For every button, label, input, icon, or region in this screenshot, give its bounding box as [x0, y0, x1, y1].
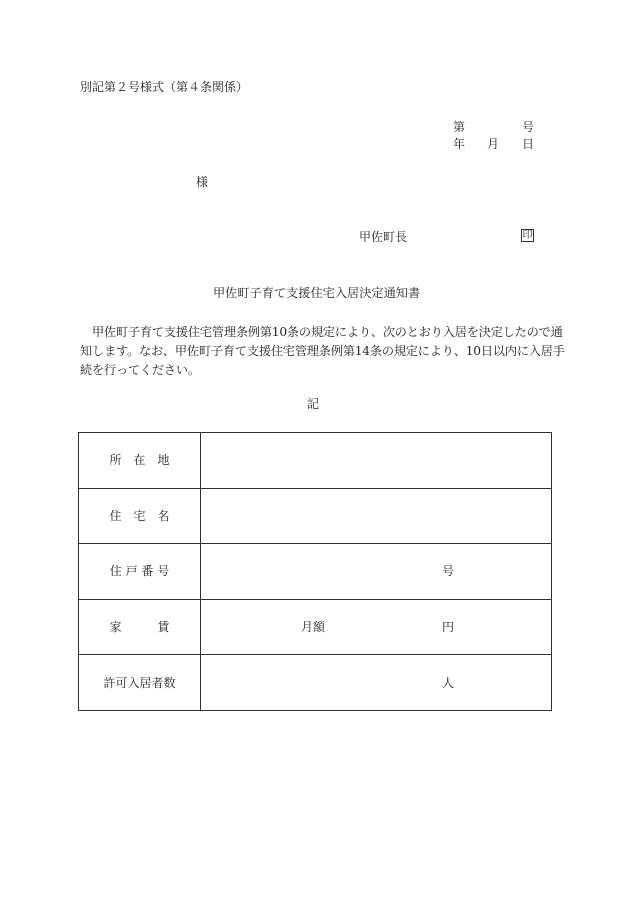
document-title: 甲佐町子育て支援住宅入居決定通知書	[213, 286, 421, 300]
occupant-count-value-cell	[201, 655, 552, 711]
occupant-count-label: 許可入居者数	[103, 675, 176, 690]
label-cell	[79, 655, 201, 711]
label-cell	[79, 488, 201, 544]
location-value-cell	[201, 433, 552, 489]
unit-number-label: 住 戸 番 号	[109, 564, 170, 579]
table-row	[79, 599, 552, 655]
sender-title: 甲佐町長	[359, 230, 408, 244]
body-line-1: 甲佐町子育て支援住宅管理条例第10条の規定により、次のとおり入居を決定したので通	[92, 325, 563, 339]
rent-monthly-label: 月額	[301, 620, 326, 635]
ki-heading: 記	[307, 397, 320, 411]
doc-number-prefix: 第	[453, 120, 466, 134]
body-text	[80, 323, 565, 380]
doc-number-suffix: 号	[522, 120, 535, 134]
label-cell	[79, 433, 201, 489]
unit-number-value-cell	[201, 544, 552, 600]
label-cell	[79, 544, 201, 600]
date-year: 年	[453, 137, 466, 151]
body-line-2: 知します。なお、甲佐町子育て支援住宅管理条例第14条の規定により、10日以内に入居手	[80, 344, 565, 358]
rent-value-cell	[201, 599, 552, 655]
table-row	[79, 544, 552, 600]
table-row	[79, 655, 552, 711]
location-label: 所 在 地	[109, 453, 170, 468]
housing-name-label: 住 宅 名	[109, 508, 170, 523]
housing-name-value-cell	[201, 488, 552, 544]
rent-label: 家 賃	[109, 620, 170, 635]
date-month: 月	[487, 137, 500, 151]
form-number: 別記第２号様式（第４条関係）	[80, 80, 249, 94]
unit-number-suffix: 号	[442, 564, 455, 579]
label-cell	[79, 599, 201, 655]
table-row	[79, 433, 552, 489]
details-table	[78, 432, 552, 711]
rent-yen-unit: 円	[442, 620, 455, 635]
body-line-3: 続を行ってください。	[80, 363, 200, 377]
occupant-count-unit: 人	[442, 675, 455, 690]
date-day: 日	[522, 137, 535, 151]
seal-mark: 印	[522, 230, 533, 241]
table-row	[79, 488, 552, 544]
recipient-honorific: 様	[196, 175, 209, 189]
